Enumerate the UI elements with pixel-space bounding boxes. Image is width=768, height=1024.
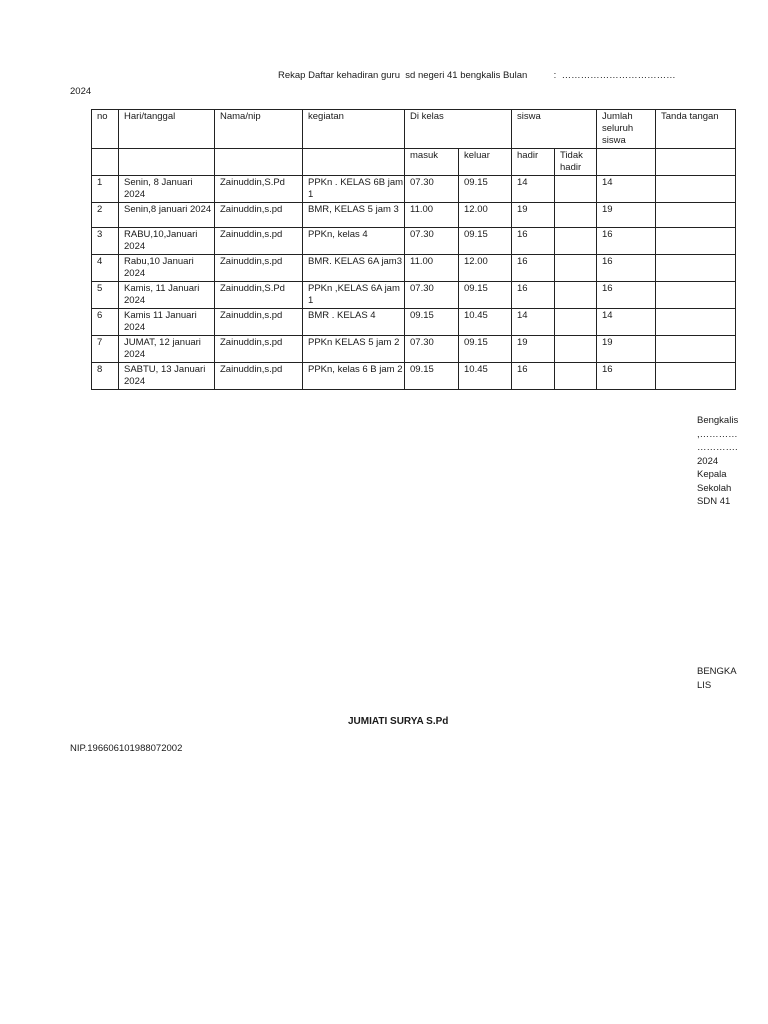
cell-keluar: 12.00 [459, 255, 512, 282]
signature-place-block [697, 414, 739, 509]
cell-jumlah: 19 [597, 203, 656, 228]
cell-hari: RABU,10,Januari 2024 [119, 228, 215, 255]
cell-hadir: 16 [512, 255, 555, 282]
header-hari-tanggal: Hari/tanggal [119, 110, 215, 149]
cell-keluar: 09.15 [459, 336, 512, 363]
cell-masuk: 07.30 [405, 176, 459, 203]
cell-masuk: 09.15 [405, 309, 459, 336]
cell-tidak-hadir [555, 255, 597, 282]
table-row [92, 309, 736, 336]
table-row [92, 176, 736, 203]
header-tanda-tangan: Tanda tangan [656, 110, 736, 149]
cell-no: 6 [92, 309, 119, 336]
subheader-empty [119, 149, 215, 176]
signer-nip: NIP.196606101988072002 [70, 743, 183, 754]
subheader-empty [215, 149, 303, 176]
cell-hadir: 14 [512, 176, 555, 203]
signature-place-2: BENGKALIS [697, 666, 737, 691]
cell-jumlah: 16 [597, 255, 656, 282]
cell-tidak-hadir [555, 176, 597, 203]
cell-jumlah: 16 [597, 363, 656, 390]
cell-keluar: 09.15 [459, 176, 512, 203]
cell-keluar: 10.45 [459, 309, 512, 336]
cell-jumlah: 19 [597, 336, 656, 363]
header-jumlah-seluruh-siswa: Jumlah seluruh siswa [597, 110, 656, 149]
cell-keluar: 12.00 [459, 203, 512, 228]
cell-tidak-hadir [555, 309, 597, 336]
table-row [92, 336, 736, 363]
cell-nama: Zainuddin,S.Pd [215, 282, 303, 309]
subheader-empty [597, 149, 656, 176]
cell-nama: Zainuddin,s.pd [215, 336, 303, 363]
cell-hadir: 16 [512, 363, 555, 390]
cell-masuk: 07.30 [405, 282, 459, 309]
cell-hadir: 19 [512, 203, 555, 228]
cell-tanda [656, 336, 736, 363]
header-no: no [92, 110, 119, 149]
table-row [92, 363, 736, 390]
cell-masuk: 09.15 [405, 363, 459, 390]
cell-nama: Zainuddin,s.pd [215, 228, 303, 255]
subheader-empty [92, 149, 119, 176]
cell-masuk: 11.00 [405, 255, 459, 282]
signature-position: Kepala Sekolah SDN 41 [697, 469, 732, 507]
cell-tanda [656, 363, 736, 390]
cell-no: 2 [92, 203, 119, 228]
cell-kegiatan: BMR. KELAS 6A jam3 [303, 255, 405, 282]
cell-hari: Kamis 11 Januari 2024 [119, 309, 215, 336]
cell-nama: Zainuddin,s.pd [215, 309, 303, 336]
cell-keluar: 09.15 [459, 228, 512, 255]
signer-name: JUMIATI SURYA S.Pd [348, 716, 449, 727]
cell-kegiatan: PPKn ,KELAS 6A jam 1 [303, 282, 405, 309]
cell-no: 1 [92, 176, 119, 203]
cell-nama: Zainuddin,s.pd [215, 363, 303, 390]
table-row [92, 255, 736, 282]
table-header-row [92, 110, 736, 149]
cell-hadir: 14 [512, 309, 555, 336]
cell-masuk: 11.00 [405, 203, 459, 228]
cell-jumlah: 14 [597, 176, 656, 203]
table-row [92, 228, 736, 255]
cell-kegiatan: BMR . KELAS 4 [303, 309, 405, 336]
cell-jumlah: 16 [597, 282, 656, 309]
cell-kegiatan: PPKn, kelas 6 B jam 2 [303, 363, 405, 390]
cell-kegiatan: PPKn, kelas 4 [303, 228, 405, 255]
cell-no: 8 [92, 363, 119, 390]
cell-no: 4 [92, 255, 119, 282]
cell-masuk: 07.30 [405, 336, 459, 363]
cell-hari: Senin, 8 Januari 2024 [119, 176, 215, 203]
cell-hari: SABTU, 13 Januari 2024 [119, 363, 215, 390]
cell-nama: Zainuddin,s.pd [215, 255, 303, 282]
cell-tidak-hadir [555, 228, 597, 255]
cell-jumlah: 16 [597, 228, 656, 255]
cell-keluar: 10.45 [459, 363, 512, 390]
cell-hari: JUMAT, 12 januari 2024 [119, 336, 215, 363]
cell-no: 7 [92, 336, 119, 363]
cell-tidak-hadir [555, 336, 597, 363]
cell-hari: Rabu,10 Januari 2024 [119, 255, 215, 282]
header-di-kelas: Di kelas [405, 110, 512, 149]
header-kegiatan: kegiatan [303, 110, 405, 149]
header-nama-nip: Nama/nip [215, 110, 303, 149]
cell-hadir: 19 [512, 336, 555, 363]
cell-tidak-hadir [555, 203, 597, 228]
subheader-keluar: keluar [459, 149, 512, 176]
cell-tanda [656, 309, 736, 336]
cell-nama: Zainuddin,s.pd [215, 203, 303, 228]
table-row [92, 203, 736, 228]
cell-hadir: 16 [512, 228, 555, 255]
document-year: 2024 [70, 86, 92, 97]
table-row [92, 282, 736, 309]
cell-kegiatan: PPKn KELAS 5 jam 2 [303, 336, 405, 363]
cell-kegiatan: PPKn . KELAS 6B jam 1 [303, 176, 405, 203]
document-title: Rekap Daftar kehadiran guru sd negeri 41 bengkalis Bulan : ……………………………… [278, 70, 676, 81]
cell-tidak-hadir [555, 282, 597, 309]
cell-keluar: 09.15 [459, 282, 512, 309]
header-siswa: siswa [512, 110, 597, 149]
cell-tidak-hadir [555, 363, 597, 390]
cell-no: 3 [92, 228, 119, 255]
cell-tanda [656, 203, 736, 228]
subheader-tidak-hadir: Tidak hadir [555, 149, 597, 176]
cell-hadir: 16 [512, 282, 555, 309]
cell-nama: Zainuddin,S.Pd [215, 176, 303, 203]
subheader-empty [303, 149, 405, 176]
cell-tanda [656, 176, 736, 203]
signature-place-date: Bengkalis,…………………….2024 [697, 415, 739, 467]
subheader-empty [656, 149, 736, 176]
table-subheader-row [92, 149, 736, 176]
cell-masuk: 07.30 [405, 228, 459, 255]
cell-tanda [656, 282, 736, 309]
subheader-masuk: masuk [405, 149, 459, 176]
cell-tanda [656, 255, 736, 282]
subheader-hadir: hadir [512, 149, 555, 176]
cell-no: 5 [92, 282, 119, 309]
cell-kegiatan: BMR, KELAS 5 jam 3 [303, 203, 405, 228]
attendance-table [91, 109, 736, 390]
cell-tanda [656, 228, 736, 255]
cell-hari: Kamis, 11 Januari 2024 [119, 282, 215, 309]
cell-jumlah: 14 [597, 309, 656, 336]
cell-hari: Senin,8 januari 2024 [119, 203, 215, 228]
